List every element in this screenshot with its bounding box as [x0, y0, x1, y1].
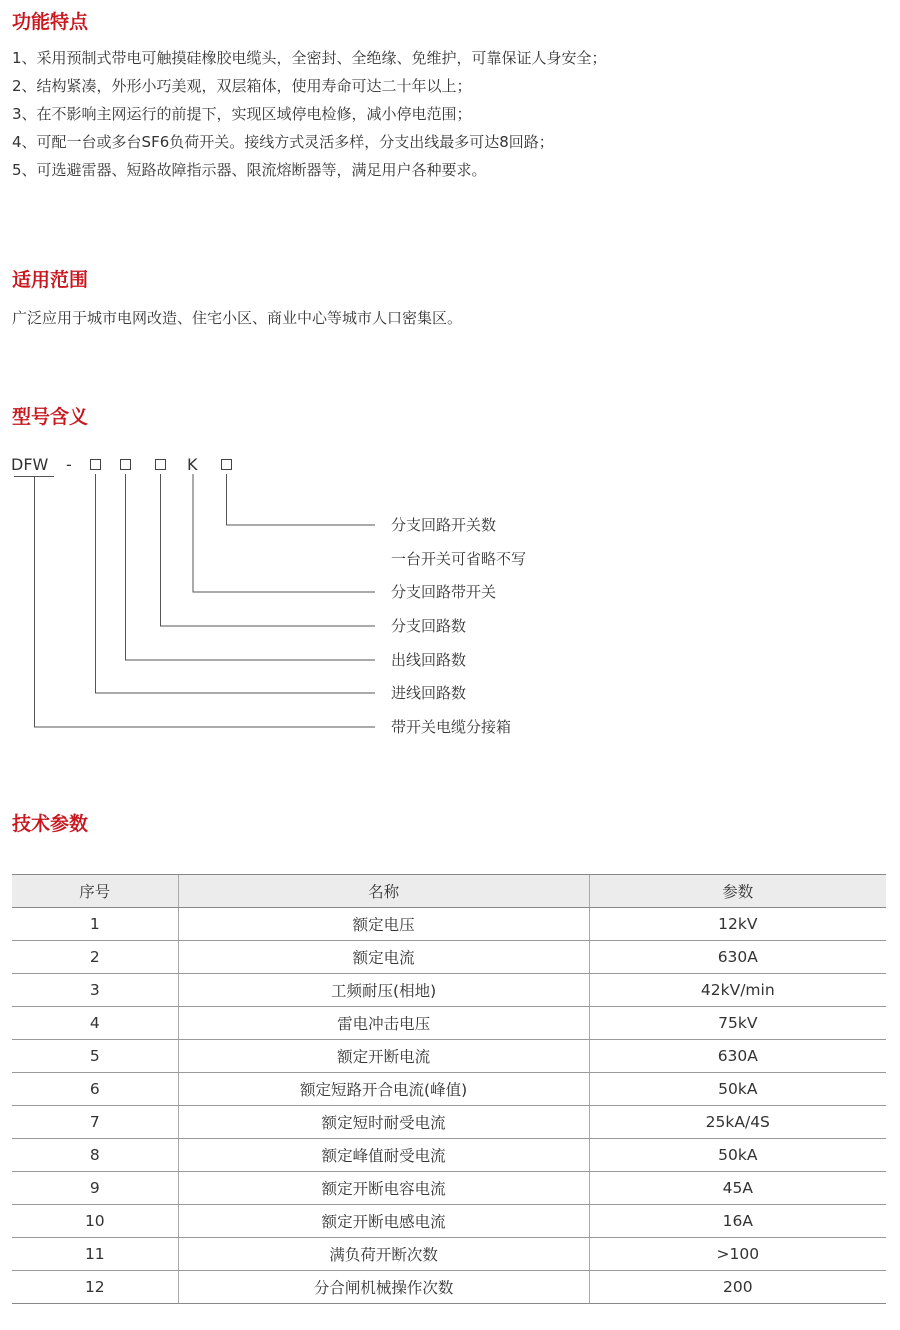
header-value: 参数 [589, 875, 886, 908]
feature-item-2: 2、结构紧凑，外形小巧美观，双层箱体，使用寿命可达二十年以上； [12, 77, 472, 95]
label-switch-cable-box: 带开关电缆分接箱 [391, 718, 512, 736]
table-row [12, 1139, 886, 1172]
cell-name: 雷电冲击电压 [178, 1007, 589, 1040]
cell-index: 3 [12, 974, 178, 1007]
cell-value: 630A [589, 1040, 886, 1073]
label-branch-switch-count: 分支回路开关数 [391, 516, 497, 534]
cell-name: 额定峰值耐受电流 [178, 1139, 589, 1172]
cell-value: 16A [589, 1205, 886, 1238]
label-branch-count: 分支回路数 [391, 617, 467, 635]
leader-lines [0, 450, 600, 750]
label-incoming-count: 进线回路数 [391, 684, 467, 702]
table-row [12, 1238, 886, 1271]
cell-name: 满负荷开断次数 [178, 1238, 589, 1271]
table-row [12, 1172, 886, 1205]
cell-value: 75kV [589, 1007, 886, 1040]
cell-value: 200 [589, 1271, 886, 1304]
cell-value: 25kA/4S [589, 1106, 886, 1139]
cell-value: 50kA [589, 1073, 886, 1106]
specs-title: 技术参数 [12, 813, 89, 835]
cell-name: 分合闸机械操作次数 [178, 1271, 589, 1304]
model-title: 型号含义 [12, 406, 89, 428]
table-row [12, 1040, 886, 1073]
cell-index: 7 [12, 1106, 178, 1139]
cell-index: 9 [12, 1172, 178, 1205]
label-branch-with-switch: 分支回路带开关 [391, 583, 497, 601]
leader-line-prefix [35, 477, 376, 728]
cell-index: 2 [12, 941, 178, 974]
label-outgoing-count: 出线回路数 [391, 651, 467, 669]
cell-name: 额定电压 [178, 908, 589, 941]
cell-index: 12 [12, 1271, 178, 1304]
cell-value: >100 [589, 1238, 886, 1271]
leader-line-branch-with-switch [193, 474, 375, 592]
features-title: 功能特点 [12, 11, 89, 33]
cell-value: 42kV/min [589, 974, 886, 1007]
feature-item-4: 4、可配一台或多台SF6负荷开关。接线方式灵活多样，分支出线最多可达8回路； [12, 133, 554, 151]
cell-index: 8 [12, 1139, 178, 1172]
cell-name: 额定电流 [178, 941, 589, 974]
leader-line-outgoing-count [126, 474, 376, 660]
cell-index: 11 [12, 1238, 178, 1271]
cell-name: 额定开断电流 [178, 1040, 589, 1073]
table-row [12, 974, 886, 1007]
cell-index: 4 [12, 1007, 178, 1040]
table-row [12, 1271, 886, 1304]
cell-value: 50kA [589, 1139, 886, 1172]
cell-index: 6 [12, 1073, 178, 1106]
table-row [12, 1073, 886, 1106]
model-code-diagram [0, 450, 600, 750]
features-list [12, 44, 607, 184]
header-name: 名称 [178, 875, 589, 908]
feature-item-3: 3、在不影响主网运行的前提下，实现区域停电检修，减小停电范围； [12, 105, 472, 123]
header-index: 序号 [12, 875, 178, 908]
table-row [12, 941, 886, 974]
cell-index: 1 [12, 908, 178, 941]
cell-value: 12kV [589, 908, 886, 941]
label-single-switch-note: 一台开关可省略不写 [391, 550, 527, 568]
cell-name: 工频耐压(相地) [178, 974, 589, 1007]
leader-line-branch-switch-count [227, 474, 376, 525]
table-row [12, 908, 886, 941]
table-row [12, 1205, 886, 1238]
specs-table [12, 874, 886, 1304]
cell-index: 10 [12, 1205, 178, 1238]
scope-title: 适用范围 [12, 269, 89, 291]
model-prefix: DFW [11, 455, 49, 474]
table-row [12, 1007, 886, 1040]
table-header-row [12, 875, 886, 908]
scope-text: 广泛应用于城市电网改造、住宅小区、商业中心等城市人口密集区。 [12, 309, 463, 327]
cell-index: 5 [12, 1040, 178, 1073]
model-k-letter: K [187, 455, 198, 474]
cell-name: 额定开断电容电流 [178, 1172, 589, 1205]
cell-name: 额定开断电感电流 [178, 1205, 589, 1238]
cell-name: 额定短时耐受电流 [178, 1106, 589, 1139]
feature-item-1: 1、采用预制式带电可触摸硅橡胶电缆头，全密封、全绝缘、免维护，可靠保证人身安全； [12, 49, 607, 67]
table-row [12, 1106, 886, 1139]
feature-item-5: 5、可选避雷器、短路故障指示器、限流熔断器等，满足用户各种要求。 [12, 161, 487, 179]
cell-value: 630A [589, 941, 886, 974]
cell-value: 45A [589, 1172, 886, 1205]
cell-name: 额定短路开合电流(峰值) [178, 1073, 589, 1106]
model-dash: - [66, 455, 72, 474]
